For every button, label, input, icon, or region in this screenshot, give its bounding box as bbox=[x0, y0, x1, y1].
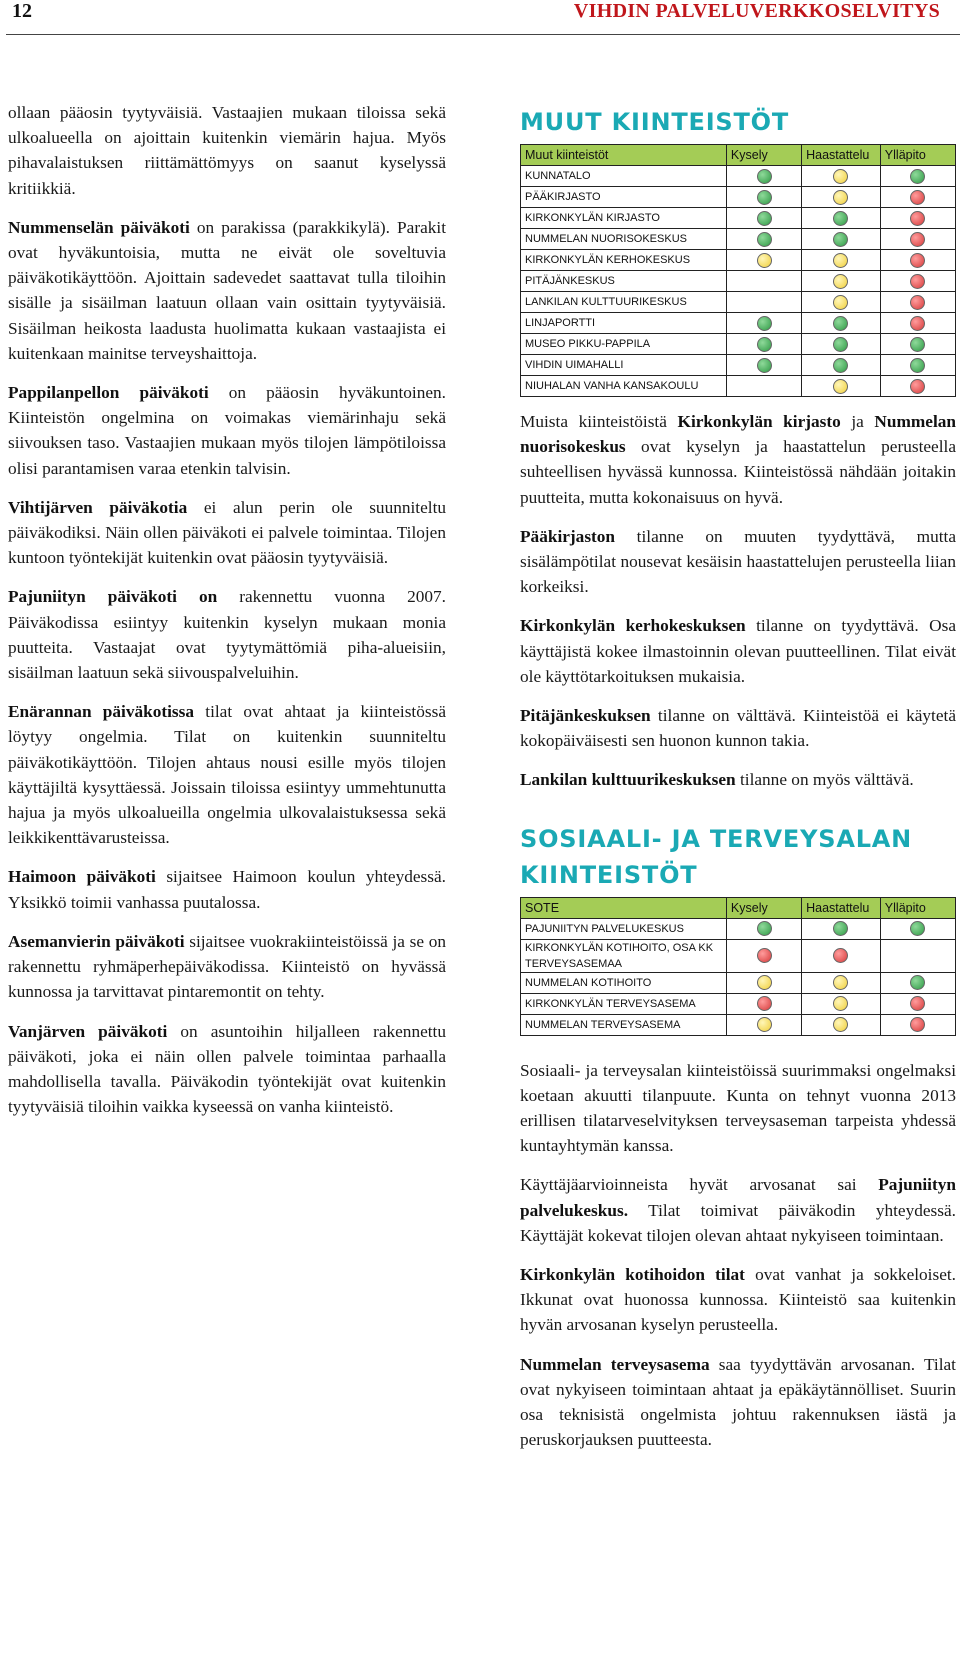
green-rating-dot-icon bbox=[757, 316, 772, 331]
red-rating-dot-icon bbox=[910, 232, 925, 247]
yellow-rating-dot-icon bbox=[833, 253, 848, 268]
rating-cell bbox=[802, 187, 881, 208]
table-row bbox=[521, 1014, 956, 1035]
property-name: KIRKONKYLÄN KERHOKESKUS bbox=[521, 250, 727, 271]
rating-cell bbox=[726, 250, 801, 271]
green-rating-dot-icon bbox=[910, 921, 925, 936]
yellow-rating-dot-icon bbox=[757, 253, 772, 268]
red-rating-dot-icon bbox=[910, 316, 925, 331]
sote-rating-table bbox=[520, 897, 956, 1036]
rating-cell bbox=[802, 208, 881, 229]
rating-cell bbox=[802, 376, 881, 397]
rating-cell bbox=[726, 187, 801, 208]
green-rating-dot-icon bbox=[910, 975, 925, 990]
table-row bbox=[521, 271, 956, 292]
table-row bbox=[521, 376, 956, 397]
running-title: VIHDIN PALVELUVERKKOSELVITYS bbox=[573, 0, 940, 22]
property-name: PITÄJÄNKESKUS bbox=[521, 271, 727, 292]
green-rating-dot-icon bbox=[757, 337, 772, 352]
paragraph: Haimoon päiväkoti sijaitsee Haimoon koulun yhteydessä. Yksikkö toimii vanhassa puutalossa. bbox=[8, 867, 446, 912]
property-name: PAJUNIITYN PALVELUKESKUS bbox=[521, 918, 727, 939]
table-row bbox=[521, 250, 956, 271]
rating-cell bbox=[726, 271, 801, 292]
rating-cell bbox=[726, 229, 801, 250]
table-row bbox=[521, 939, 956, 972]
rating-cell bbox=[726, 972, 801, 993]
rating-cell bbox=[726, 1014, 801, 1035]
column-header: Kysely bbox=[726, 897, 801, 918]
green-rating-dot-icon bbox=[757, 232, 772, 247]
yellow-rating-dot-icon bbox=[833, 379, 848, 394]
rating-cell bbox=[880, 918, 955, 939]
rating-cell bbox=[802, 355, 881, 376]
rating-cell bbox=[880, 292, 955, 313]
rating-cell bbox=[880, 313, 955, 334]
green-rating-dot-icon bbox=[910, 358, 925, 373]
paragraph: Sosiaali- ja terveysalan kiinteistöissä suurimmaksi ongelmaksi koetaan akuutti tilanpuute. Kunta on tehnyt vuonna 2013 erillisen tilatarveselvityksen terveysaseman tarpeista yhdessä kuntayhtymän kanssa. bbox=[520, 1060, 956, 1156]
table-body bbox=[521, 166, 956, 397]
property-name: KUNNATALO bbox=[521, 166, 727, 187]
table-row bbox=[521, 972, 956, 993]
rating-cell bbox=[880, 229, 955, 250]
rating-cell bbox=[880, 334, 955, 355]
paragraph: Käyttäjäarvioinneista hyvät arvosanat sai Pajuniityn palvelukeskus. Tilat toimivat päiväkodin yhteydessä. Käyttäjät kokevat tilojen olevan ahtaat nykyiseen toimintaan. bbox=[520, 1175, 956, 1245]
column-header: SOTE bbox=[521, 897, 727, 918]
property-name: NUMMELAN KOTIHOITO bbox=[521, 972, 727, 993]
paragraph: Nummelan terveysasema saa tyydyttävän arvosanan. Tilat ovat nykyiseen toimintaan ahtaat ja epäkäytännölliset. Suurin osa teknisistä ongelmista johtuu rakennuksen iästä ja peruskorjauksen puutteesta. bbox=[520, 1354, 956, 1450]
rating-cell bbox=[880, 208, 955, 229]
yellow-rating-dot-icon bbox=[833, 169, 848, 184]
green-rating-dot-icon bbox=[833, 211, 848, 226]
rating-cell bbox=[726, 208, 801, 229]
yellow-rating-dot-icon bbox=[833, 975, 848, 990]
red-rating-dot-icon bbox=[757, 948, 772, 963]
rating-cell bbox=[726, 334, 801, 355]
rating-cell bbox=[802, 993, 881, 1014]
rating-cell bbox=[880, 271, 955, 292]
rating-cell bbox=[802, 334, 881, 355]
green-rating-dot-icon bbox=[910, 337, 925, 352]
property-name: KIRKONKYLÄN TERVEYSASEMA bbox=[521, 993, 727, 1014]
column-header: Haastattelu bbox=[802, 145, 881, 166]
rating-cell bbox=[802, 229, 881, 250]
green-rating-dot-icon bbox=[757, 190, 772, 205]
paragraph: Muista kiinteistöistä Kirkonkylän kirjasto ja Nummelan nuorisokeskus ovat kyselyn ja haastattelun perusteella suhteellisen hyvässä kunnossa. Kiinteistössä nähdään joitakin puutteita, mutta kokonaisuus on hyvä. bbox=[520, 412, 957, 507]
column-header: Haastattelu bbox=[802, 897, 881, 918]
paragraph: Pitäjänkeskuksen tilanne on välttävä. Kiinteistöä ei käytetä kokopäiväisesti sen huonon kunnon takia. bbox=[520, 706, 956, 751]
green-rating-dot-icon bbox=[833, 232, 848, 247]
yellow-rating-dot-icon bbox=[833, 295, 848, 310]
table-row bbox=[521, 187, 956, 208]
table-row bbox=[521, 313, 956, 334]
yellow-rating-dot-icon bbox=[833, 1017, 848, 1032]
page-number: 12 bbox=[12, 0, 32, 22]
rating-cell bbox=[726, 313, 801, 334]
rating-cell bbox=[880, 376, 955, 397]
rating-cell bbox=[726, 918, 801, 939]
yellow-rating-dot-icon bbox=[833, 190, 848, 205]
table-row bbox=[521, 166, 956, 187]
rating-cell bbox=[880, 939, 955, 972]
table-row bbox=[521, 229, 956, 250]
table-row bbox=[521, 993, 956, 1014]
red-rating-dot-icon bbox=[833, 948, 848, 963]
rating-cell bbox=[802, 918, 881, 939]
column-header: Muut kiinteistöt bbox=[521, 145, 727, 166]
rating-cell bbox=[726, 292, 801, 313]
red-rating-dot-icon bbox=[910, 190, 925, 205]
paragraph: Kirkonkylän kotihoidon tilat ovat vanhat ja sokkeloiset. Ikkunat ovat huonossa kunnossa. Kiinteistö saa kuitenkin hyvän arvosanan kyselyn perusteella. bbox=[520, 1265, 956, 1335]
rating-cell bbox=[726, 166, 801, 187]
yellow-rating-dot-icon bbox=[833, 274, 848, 289]
rating-cell bbox=[802, 292, 881, 313]
property-name: KIRKONKYLÄN KOTIHOITO, OSA KK TERVEYSASEMAA bbox=[521, 939, 727, 972]
paragraph: Vihtijärven päiväkotia ei alun perin ole suunniteltu päiväkodiksi. Näin ollen päiväkoti ei palvele toimintaa. Tilojen kuntoon työntekijät kuitenkin ovat pääosin tyytyväisiä. bbox=[8, 497, 447, 568]
paragraph: Pääkirjaston tilanne on muuten tyydyttävä, mutta sisälämpötilat nousevat kesäisin haastattelujen perusteella liian korkeiksi. bbox=[520, 526, 956, 597]
column-header: Ylläpito bbox=[880, 145, 955, 166]
rating-cell bbox=[802, 1014, 881, 1035]
red-rating-dot-icon bbox=[910, 379, 925, 394]
red-rating-dot-icon bbox=[910, 295, 925, 310]
green-rating-dot-icon bbox=[833, 921, 848, 936]
table-header-row bbox=[521, 145, 956, 166]
property-name: VIHDIN UIMAHALLI bbox=[521, 355, 727, 376]
property-name: PÄÄKIRJASTO bbox=[521, 187, 727, 208]
paragraph: Kirkonkylän kerhokeskuksen tilanne on tyydyttävä. Osa käyttäjistä kokee ilmastoinnin olevan puutteellinen. Tilat eivät ole käyttötarkoituksen mukaisia. bbox=[520, 616, 957, 686]
paragraph: Pajuniityn päiväkoti on rakennettu vuonna 2007. Päiväkodissa esiintyy kuitenkin kyselyn mukaan monia puutteita. Vastaajat ovat tyytymättömiä piha-alueisiin, sisäilman laatuun sekä siivouspalveluihin. bbox=[8, 587, 446, 683]
section-heading-sote: SOSIAALI- JA TERVEYSALAN KIINTEISTÖT bbox=[520, 824, 913, 889]
rating-cell bbox=[880, 187, 955, 208]
paragraph: Asemanvierin päiväkoti sijaitsee vuokrakiinteistöissä ja se on rakennettu ryhmäperhepäiväkodissa. Kiinteistö on hyvässä kunnossa ja tarvittavat pintaremontit on tehty. bbox=[8, 931, 446, 1002]
table-header-row bbox=[521, 897, 956, 918]
property-name: LANKILAN KULTTUURIKESKUS bbox=[521, 292, 727, 313]
section-heading-muut: MUUT KIINTEISTÖT bbox=[520, 108, 790, 136]
yellow-rating-dot-icon bbox=[833, 996, 848, 1011]
table-row bbox=[521, 208, 956, 229]
paragraph: Lankilan kulttuurikeskuksen tilanne on myös välttävä. bbox=[520, 770, 914, 790]
green-rating-dot-icon bbox=[757, 169, 772, 184]
rating-cell bbox=[802, 313, 881, 334]
rating-cell bbox=[726, 355, 801, 376]
rating-cell bbox=[880, 1014, 955, 1035]
rating-cell bbox=[880, 993, 955, 1014]
property-name: MUSEO PIKKU-PAPPILA bbox=[521, 334, 727, 355]
green-rating-dot-icon bbox=[757, 358, 772, 373]
table-row bbox=[521, 334, 956, 355]
rating-cell bbox=[880, 355, 955, 376]
yellow-rating-dot-icon bbox=[757, 1017, 772, 1032]
paragraph: ollaan pääosin tyytyväisiä. Vastaajien mukaan tiloissa sekä ulkoalueella on ajoittain kuitenkin viemärin hajua. Myös pihavalaistuksen riittämättömyys on saanut kyselyssä kritiikkiä. bbox=[8, 103, 446, 198]
paragraph: Enärannan päiväkotissa tilat ovat ahtaat ja kiinteistössä löytyy ongelmia. Tilat on kuitenkin suunniteltu päiväkotikäyttöön. Tilojen ahtaus nousi esille myös tilojen käyttäjiltä kysyttäessä. Joissain tiloissa esiintyy ummehtunutta hajua ja myös ulkoalueilla ongelmia ulkovalaistuksessa sekä leikkikenttävarusteissa. bbox=[8, 702, 446, 848]
rating-cell bbox=[726, 376, 801, 397]
property-name: NIUHALAN VANHA KANSAKOULU bbox=[521, 376, 727, 397]
rating-cell bbox=[802, 166, 881, 187]
page-header bbox=[6, 0, 960, 35]
muut-rating-table bbox=[520, 144, 956, 397]
red-rating-dot-icon bbox=[910, 211, 925, 226]
rating-cell bbox=[802, 972, 881, 993]
paragraph: Nummenselän päiväkoti on parakissa (parakkikylä). Parakit ovat hyväkuntoisia, mutta ne eivät ole soveltuvia päiväkotikäyttöön. Ajoittain sadevedet saattavat tulla tiloihin sisälle ja sisäilman laatuun ollaan vain osittain tyytyväisiä. Sisäilman heikosta laadusta huolimatta kukaan vastaajista ei kuitenkaan mainitse terveyshaittoja. bbox=[8, 217, 447, 363]
green-rating-dot-icon bbox=[757, 921, 772, 936]
red-rating-dot-icon bbox=[910, 253, 925, 268]
column-header: Ylläpito bbox=[880, 897, 955, 918]
yellow-rating-dot-icon bbox=[757, 975, 772, 990]
green-rating-dot-icon bbox=[833, 337, 848, 352]
table-row bbox=[521, 292, 956, 313]
table-row bbox=[521, 918, 956, 939]
property-name: LINJAPORTTI bbox=[521, 313, 727, 334]
property-name: NUMMELAN NUORISOKESKUS bbox=[521, 229, 727, 250]
rating-cell bbox=[880, 250, 955, 271]
green-rating-dot-icon bbox=[757, 211, 772, 226]
property-name: NUMMELAN TERVEYSASEMA bbox=[521, 1014, 727, 1035]
green-rating-dot-icon bbox=[833, 358, 848, 373]
table-body bbox=[521, 918, 956, 1035]
rating-cell bbox=[880, 972, 955, 993]
rating-cell bbox=[802, 939, 881, 972]
red-rating-dot-icon bbox=[910, 1017, 925, 1032]
rating-cell bbox=[880, 166, 955, 187]
right-column bbox=[520, 104, 956, 1466]
property-name: KIRKONKYLÄN KIRJASTO bbox=[521, 208, 727, 229]
red-rating-dot-icon bbox=[910, 996, 925, 1011]
rating-cell bbox=[726, 939, 801, 972]
paragraph: Vanjärven päiväkoti on asuntoihin hiljalleen rakennettu päiväkoti, joka ei näin ollen palvele toimintaa parhaalla mahdollisella tavalla. Päiväkodin työntekijät ovat kuitenkin tyytyväisiä tiloihin vaikka kyseessä on vanha kiinteistö. bbox=[8, 1021, 446, 1117]
column-header: Kysely bbox=[726, 145, 801, 166]
red-rating-dot-icon bbox=[757, 996, 772, 1011]
rating-cell bbox=[726, 993, 801, 1014]
table-row bbox=[521, 355, 956, 376]
rating-cell bbox=[802, 271, 881, 292]
red-rating-dot-icon bbox=[910, 274, 925, 289]
left-column bbox=[8, 100, 446, 1133]
green-rating-dot-icon bbox=[833, 316, 848, 331]
rating-cell bbox=[802, 250, 881, 271]
paragraph: Pappilanpellon päiväkoti on pääosin hyväkuntoinen. Kiinteistön ongelmina on voimakas viemärinhaju sekä siivouksen taso. Vastaajien mukaan myös tilojen lämpötiloissa olisi parantamisen varaa etenkin talvisin. bbox=[8, 383, 446, 478]
green-rating-dot-icon bbox=[910, 169, 925, 184]
